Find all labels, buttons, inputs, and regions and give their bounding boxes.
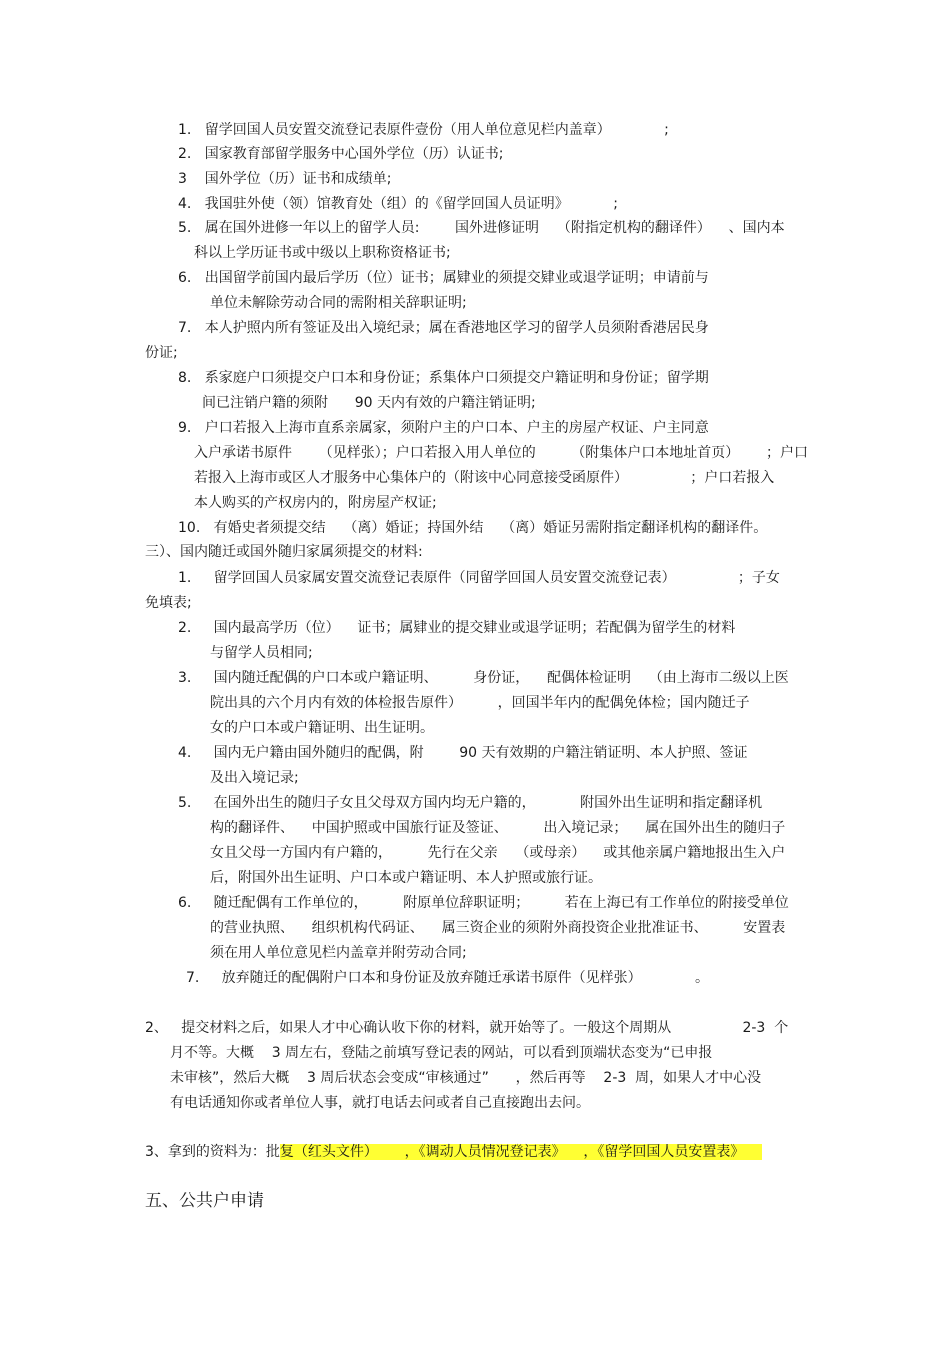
text-line: 9. 户口若报入上海市直系亲属家，须附户主的户口本、户主的房屋产权证、户主同意	[178, 420, 709, 436]
text-line: 月不等。大概 3 周左右，登陆之前填写登记表的网站，可以看到顶端状态变为“已申报	[170, 1045, 713, 1061]
text-line: 单位未解除劳动合同的需附相关辞职证明;	[210, 295, 467, 311]
text-line: 女的户口本或户籍证明、出生证明。	[210, 720, 434, 736]
text-line: 入户承诺书原件 （见样张）；户口若报入用人单位的 （附集体户口本地址首页） ；户口	[194, 445, 809, 461]
text-line: 6. 出国留学前国内最后学历（位）证书；属肄业的须提交肄业或退学证明；申请前与	[178, 270, 709, 286]
text-line: 5. 在国外出生的随归子女且父母双方国内均无户籍的， 附国外出生证明和指定翻译机	[178, 795, 763, 811]
text-line: 4. 国内无户籍由国外随归的配偶，附 90 天有效期的户籍注销证明、本人护照、签证	[178, 745, 748, 761]
text-line: 及出入境记录;	[210, 770, 299, 786]
text-line: 院出具的六个月内有效的体检报告原件） ，回国半年内的配偶免体检；国内随迁子	[210, 695, 750, 711]
highlighted-text: 复（红头文件） ，《调动人员情况登记表》 ，《留学回国人员安置表》	[279, 1144, 763, 1160]
text-line: 3 国外学位（历）证书和成绩单;	[178, 171, 392, 187]
text-line: 若报入上海市或区人才服务中心集体户的（附该中心同意接受函原件） ；户口若报入	[194, 470, 775, 486]
text-line: 7. 放弃随迁的配偶附户口本和身份证及放弃随迁承诺书原件（见样张） 。	[186, 970, 710, 986]
text-line: 的营业执照、 组织机构代码证、 属三资企业的须附外商投资企业批准证书、 安置表	[210, 920, 786, 936]
text-line: 1. 留学回国人员安置交流登记表原件壹份（用人单位意见栏内盖章） ;	[178, 122, 669, 138]
text-line: 6. 随迁配偶有工作单位的， 附原单位辞职证明； 若在上海已有工作单位的附接受单位	[178, 895, 789, 911]
text-line: 8. 系家庭户口须提交户口本和身份证；系集体户口须提交户籍证明和身份证；留学期	[178, 370, 709, 386]
text-line: 构的翻译件、 中国护照或中国旅行证及签证、 出入境记录； 属在国外出生的随归子	[210, 820, 786, 836]
section-heading: 三）、国内随迁或国外随归家属须提交的材料:	[145, 544, 423, 560]
text-line: 本人购买的产权房内的，附房屋产权证;	[194, 495, 437, 511]
text-line: 2. 国家教育部留学服务中心国外学位（历）认证书;	[178, 146, 504, 162]
text-line: 有电话通知你或者单位人事，就打电话去问或者自己直接跑出去问。	[170, 1095, 590, 1111]
text-line: 1. 留学回国人员家属安置交流登记表原件（同留学回国人员安置交流登记表） ；子女	[178, 570, 780, 586]
text-line: 间已注销户籍的须附 90 天内有效的户籍注销证明;	[202, 395, 536, 411]
text-line: 10. 有婚史者须提交结 （离）婚证；持国外结 （离）婚证另需附指定翻译机构的翻译件。	[178, 520, 768, 536]
text-line: 4. 我国驻外使（领）馆教育处（组）的《留学回国人员证明》 ;	[178, 196, 618, 212]
text-line: 科以上学历证书或中级以上职称资格证书;	[194, 245, 451, 261]
text-line: 份证;	[145, 345, 178, 361]
text-line: 2. 国内最高学历（位） 证书；属肄业的提交肄业或退学证明；若配偶为留学生的材料	[178, 620, 736, 636]
text-line: 女且父母一方国内有户籍的， 先行在父亲 （或母亲） 或其他亲属户籍地报出生入户	[210, 845, 786, 861]
text-line: 5. 属在国外进修一年以上的留学人员: 国外进修证明 （附指定机构的翻译件） 、国内本	[178, 220, 785, 236]
section-heading: 五、公共户申请	[145, 1191, 264, 1211]
text-line: 免填表;	[145, 595, 192, 611]
text-line: 与留学人员相同;	[210, 645, 313, 661]
materials-prefix: 3、拿到的资料为：批	[145, 1144, 280, 1160]
text-line: 3. 国内随迁配偶的户口本或户籍证明、 身份证， 配偶体检证明 （由上海市二级以上医	[178, 670, 789, 686]
text-line: 未审核”，然后大概 3 周后状态会变成“审核通过” ，然后再等 2-3 周，如果人才中心没	[170, 1070, 762, 1086]
text-line: 须在用人单位意见栏内盖章并附劳动合同;	[210, 945, 467, 961]
materials-received-line	[145, 1142, 762, 1162]
text-line: 后，附国外出生证明、户口本或户籍证明、本人护照或旅行证。	[210, 870, 602, 886]
text-line: 7. 本人护照内所有签证及出入境纪录；属在香港地区学习的留学人员须附香港居民身	[178, 320, 709, 336]
text-line: 2、 提交材料之后，如果人才中心确认收下你的材料，就开始等了。一般这个周期从 2-3 个	[145, 1020, 789, 1036]
